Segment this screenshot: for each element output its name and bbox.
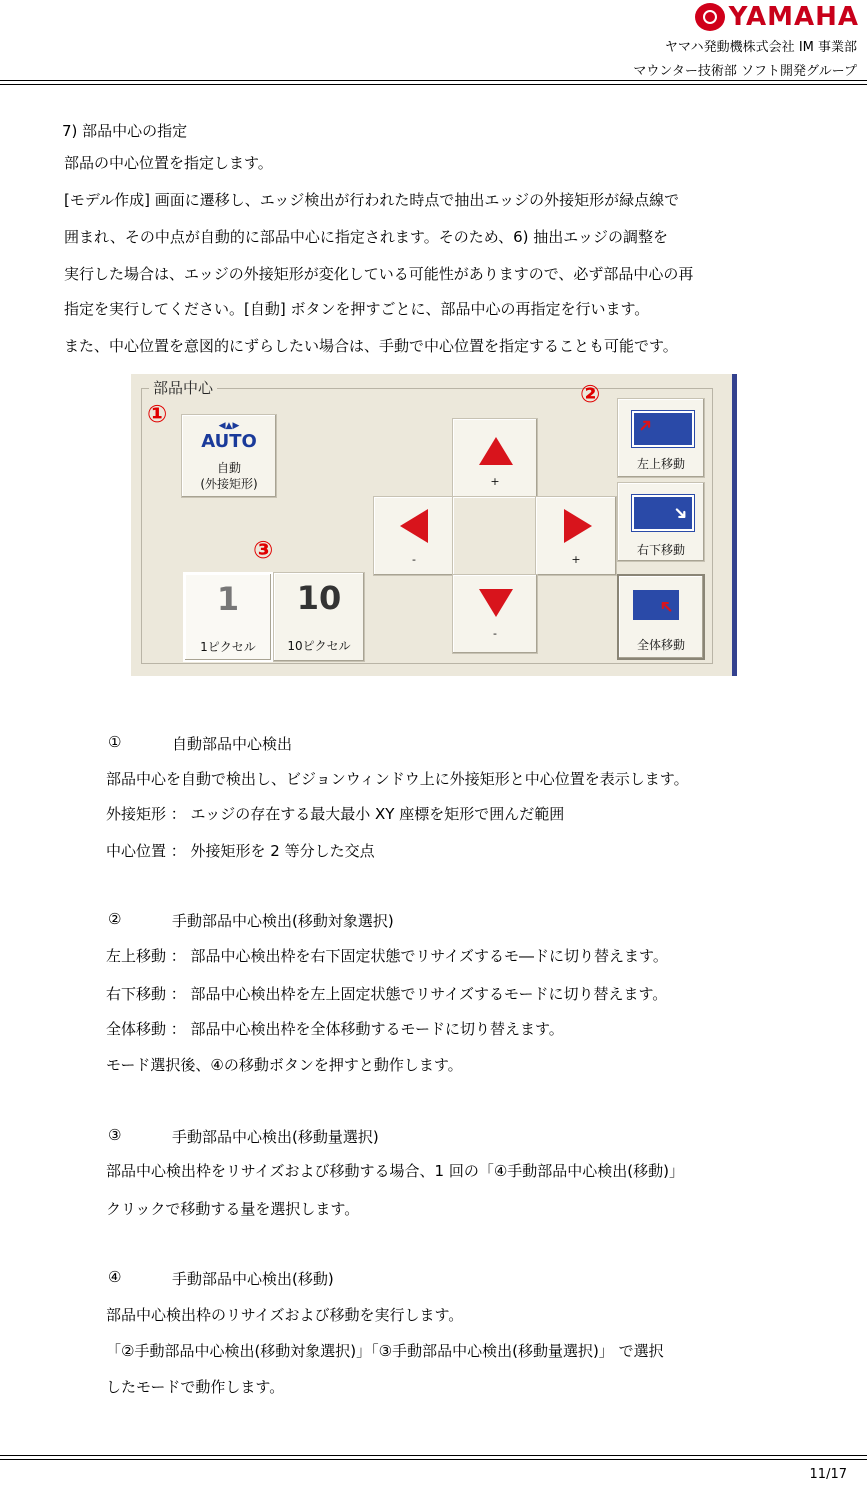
step-1px-button[interactable] (183, 572, 273, 662)
move-down-label: - (493, 627, 497, 640)
paragraph-line: 部品の中心位置を指定します。 (64, 154, 273, 172)
footer-rule-2 (0, 1459, 867, 1460)
item-title: 手動部品中心検出(移動対象選択) (172, 912, 394, 930)
move-center-area (452, 496, 538, 576)
page-number: 11/17 (809, 1467, 847, 1482)
company-name: ヤマハ発動機株式会社 IM 事業部 (664, 40, 857, 55)
paragraph-line: 囲まれ、その中点が自動的に部品中心に指定されます。そのため、6) 抽出エッジの調整を (64, 228, 668, 246)
item-line: 部品中心検出枠をリサイズおよび移動する場合、1 回の「④手動部品中心検出(移動)」 (106, 1162, 684, 1180)
item-line: 外接矩形 ： エッジの存在する最大最小 XY 座標を矩形で囲んだ範囲 (106, 805, 565, 823)
item-line: 右下移動 ： 部品中心検出枠を左上固定状態でリサイズするモードに切り替えます。 (106, 985, 668, 1003)
item-title: 手動部品中心検出(移動量選択) (172, 1128, 379, 1146)
step-10px-button[interactable] (273, 572, 365, 662)
mode-label: 右下移動 (636, 543, 685, 557)
yamaha-logo (695, 2, 859, 32)
mode-label: 全体移動 (636, 638, 685, 652)
item-line: クリックで移動する量を選択します。 (106, 1200, 360, 1218)
brand-wordmark: YAMAHA (728, 2, 859, 32)
footer-rule (0, 1455, 867, 1456)
item-line: 左上移動 ： 部品中心検出枠を右下固定状態でリサイズするモ―ドに切り替えます。 (106, 947, 668, 965)
step-value: 1 (216, 580, 240, 618)
section-title: 7) 部品中心の指定 (62, 122, 188, 140)
item-line: したモードで動作します。 (106, 1378, 285, 1396)
part-center-panel (131, 374, 737, 676)
move-down-button[interactable] (452, 574, 538, 654)
move-up-button[interactable] (452, 418, 538, 498)
header-rule (0, 80, 867, 81)
top-left-move-icon: ➜ (632, 411, 694, 447)
move-up-label: + (490, 475, 500, 488)
item-line: 部品中心を自動で検出し、ビジョンウィンドウ上に外接矩形と中心位置を表示します。 (106, 770, 689, 788)
item-number: ① (108, 733, 122, 751)
marker-1: ① (147, 400, 168, 428)
auto-center-button[interactable] (181, 414, 277, 498)
mode-top-left-button[interactable] (617, 398, 705, 478)
item-number: ② (108, 910, 122, 928)
paragraph-line: [モデル作成] 画面に遷移し、エッジ検出が行われた時点で抽出エッジの外接矩形が緑点線で (64, 191, 680, 209)
item-title: 自動部品中心検出 (172, 735, 293, 753)
move-left-button[interactable] (373, 496, 455, 576)
item-line: 部品中心検出枠のリサイズおよび移動を実行します。 (106, 1306, 464, 1324)
arrow-up-icon (479, 437, 513, 465)
marker-2: ② (580, 380, 601, 408)
item-title: 手動部品中心検出(移動) (172, 1270, 334, 1288)
item-number: ④ (108, 1268, 122, 1286)
paragraph-line: 実行した場合は、エッジの外接矩形が変化している可能性がありますので、必ず部品中心の再 (64, 265, 694, 283)
move-left-label: - (412, 553, 416, 566)
whole-move-icon: ➜ (633, 590, 679, 620)
arrow-left-icon (400, 509, 428, 543)
step-label: 1ピクセル (200, 640, 256, 654)
marker-3: ③ (253, 536, 274, 564)
move-right-label: + (571, 553, 581, 566)
groupbox-title: 部品中心 (149, 377, 217, 398)
bottom-right-move-icon: ➜ (632, 495, 694, 531)
item-number: ③ (108, 1126, 122, 1144)
auto-arrows-icon: ◀▲▶ (218, 421, 240, 431)
item-line: モード選択後、④の移動ボタンを押すと動作します。 (106, 1056, 463, 1074)
step-value: 10 (296, 579, 342, 617)
move-right-button[interactable] (535, 496, 617, 576)
auto-logo: AUTO (201, 431, 257, 452)
auto-button-sublabel: (外接矩形) (200, 477, 258, 491)
auto-button-label: 自動 (216, 461, 241, 475)
header-rule-2 (0, 84, 867, 85)
arrow-down-icon (479, 589, 513, 617)
item-line: 「②手動部品中心検出(移動対象選択)」「③手動部品中心検出(移動量選択)」 で選択 (106, 1342, 664, 1360)
arrow-right-icon (564, 509, 592, 543)
paragraph-line: 指定を実行してください。[自動] ボタンを押すごとに、部品中心の再指定を行います。 (64, 300, 650, 318)
paragraph-line: また、中心位置を意図的にずらしたい場合は、手動で中心位置を指定することも可能です。 (64, 337, 678, 355)
mode-label: 左上移動 (636, 457, 685, 471)
step-label: 10ピクセル (287, 639, 351, 653)
item-line: 中心位置 ： 外接矩形を 2 等分した交点 (106, 842, 375, 860)
tuning-fork-logo-icon (695, 3, 725, 31)
mode-whole-button[interactable] (617, 574, 705, 660)
item-line: 全体移動 ： 部品中心検出枠を全体移動するモードに切り替えます。 (106, 1020, 564, 1038)
mode-bottom-right-button[interactable] (617, 482, 705, 562)
department-name: マウンター技術部 ソフト開発グループ (633, 64, 857, 79)
